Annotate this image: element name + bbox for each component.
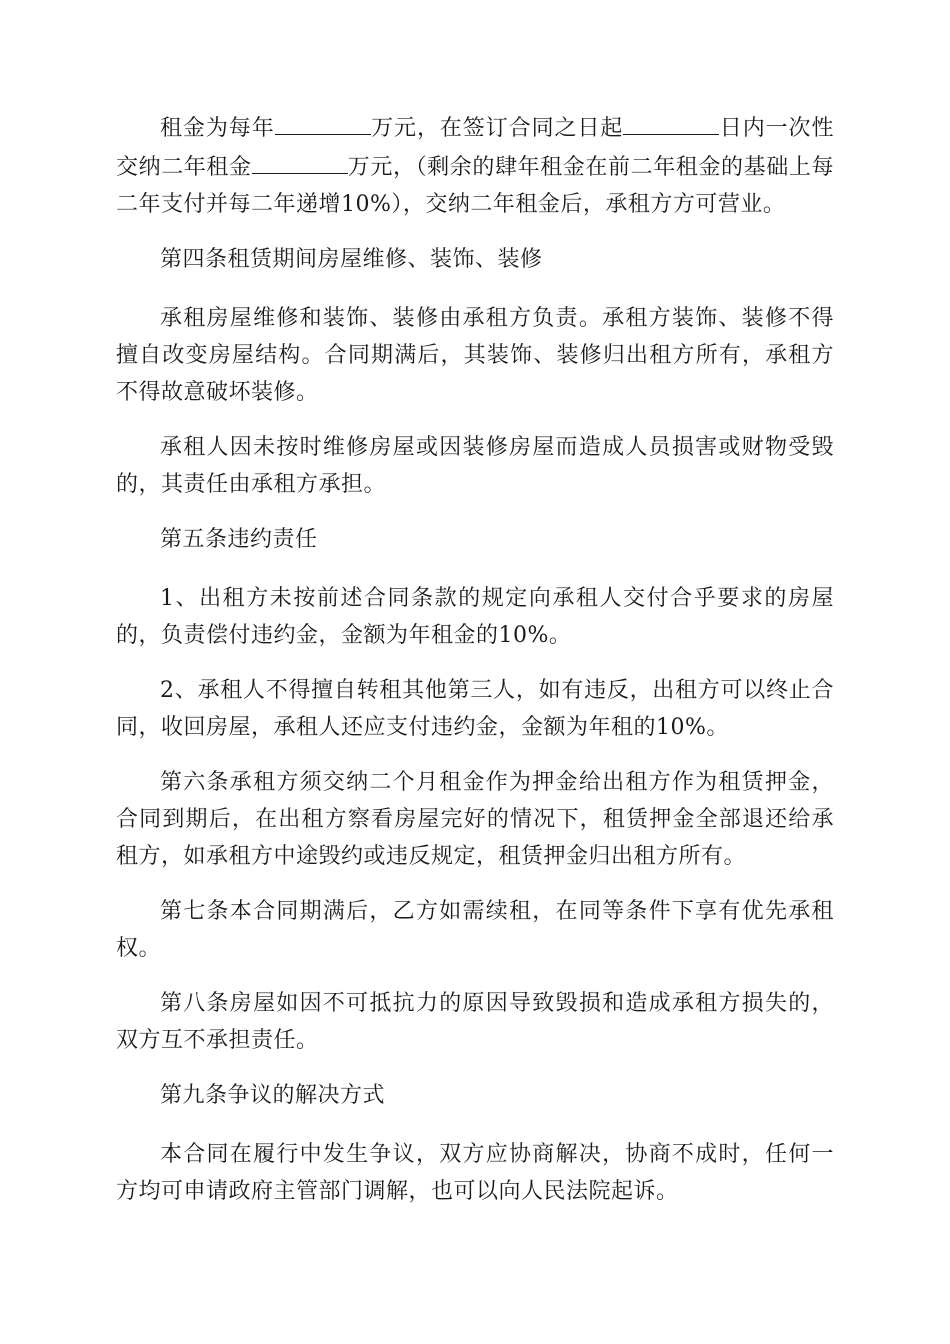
two-year-rent-blank: [252, 147, 348, 174]
document-page: [116, 108, 834, 1228]
article-7-paragraph: 第七条本合同期满后，乙方如需续租，在同等条件下享有优先承租权。: [116, 899, 834, 961]
payment-days-blank: [623, 108, 719, 135]
article-5-item-2: 2、承租人不得擅自转租其他第三人，如有违反，出租方可以终止合同，收回房屋，承租人还应支付违约金，金额为年租的10%。: [116, 678, 834, 740]
rent-terms-text-2: 万元，在签订合同之日起: [370, 116, 624, 141]
article-8-paragraph: 第八条房屋如因不可抵抗力的原因导致毁损和造成承租方损失的，双方互不承担责任。: [116, 991, 834, 1053]
rent-terms-text-4: 万元，（剩余的肆年租金在前二年租金的基础上每二年支付并每二年递增10%），交纳二年租金后，承租方方可营业。: [116, 155, 834, 217]
article-5-heading: 第五条违约责任: [160, 527, 318, 552]
rent-terms-text-3: 日内一次性交纳二年租金: [116, 116, 834, 180]
article-5-item-1: 1、出租方未按前述合同条款的规定向承租人交付合乎要求的房屋的，负责偿付违约金，金额为年租金的10%。: [116, 586, 834, 648]
article-4-paragraph-1: 承租房屋维修和装饰、装修由承租方负责。承租方装饰、装修不得擅自改变房屋结构。合同期满后，其装饰、装修归出租方所有，承租方不得故意破坏装修。: [116, 306, 834, 405]
rent-terms-paragraph: [116, 108, 834, 223]
article-6-paragraph: 第六条承租方须交纳二个月租金作为押金给出租方作为租赁押金，合同到期后，在出租方察看房屋完好的情况下，租赁押金全部退还给承租方，如承租方中途毁约或违反规定，租赁押金归出租方所有。: [116, 770, 834, 869]
annual-rent-blank: [275, 108, 371, 135]
article-4-paragraph-2: 承租人因未按时维修房屋或因装修房屋而造成人员损害或财物受毁的，其责任由承租方承担。: [116, 435, 834, 497]
article-9-paragraph: 本合同在履行中发生争议，双方应协商解决，协商不成时，任何一方均可申请政府主管部门调解，也可以向人民法院起诉。: [116, 1142, 834, 1204]
article-4-heading: 第四条租赁期间房屋维修、装饰、装修: [160, 247, 543, 272]
rent-terms-text-1: 租金为每年: [160, 116, 275, 141]
article-9-heading: 第九条争议的解决方式: [160, 1083, 386, 1108]
